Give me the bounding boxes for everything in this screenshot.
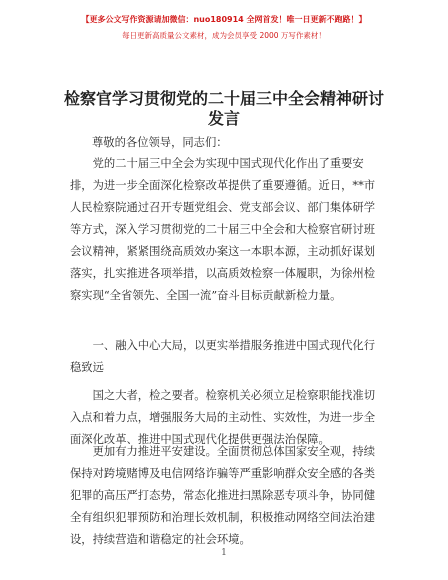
text-line: 国之大者，检之要者。检察机关必须立足检察职能找准切 (70, 389, 376, 402)
text-line: 等方式，深入学习贯彻党的二十届三中全会和大检察官研讨班 (70, 223, 376, 236)
text-line: 保持对跨境赌博及电信网络诈骗等严重影响群众安全感的各类 (70, 467, 376, 480)
text-line: 会议精神，紧紧围绕高质效办案这一本职本源，主动抓好谋划 (70, 245, 376, 258)
text-line: 稳致远 (70, 361, 104, 374)
text-line: 人民检察院通过召开专题党组会、党支部会议、部门集体研学 (70, 201, 376, 214)
text-line: 更加有力推进平安建设。全面贯彻总体国家安全观，持续 (70, 445, 376, 458)
paragraph-security (70, 441, 388, 551)
text-line: 全有组织犯罪预防和治理长效机制，积极推动网络空间法治建 (70, 511, 376, 524)
text-line: 落实，扎实推进各项举措，以高质效检察一体履职，为徐州检 (70, 267, 376, 280)
text-line: 设，持续营造和谐稳定的社会环境。 (70, 533, 251, 546)
promo-banner-line-2: 每日更新高质量公文素材，成为会员享受 2000 万写作素材！ (122, 31, 326, 40)
promo-banner-line-1: 【更多公文写作资源请加微信：nuo180914 全网首发！唯一日更新不跑路！】 (81, 15, 367, 24)
text-line: 一、融入中心大局，以更实举措服务推进中国式现代化行 (70, 339, 376, 352)
text-line: 党的二十届三中全会为实现中国式现代化作出了重要安 (70, 157, 364, 170)
text-line: 入点和着力点，增强服务大局的主动性、实效性，为进一步全 (70, 411, 376, 424)
document-title-continued: 发言 (207, 109, 240, 128)
page-number: 1 (221, 548, 227, 558)
greeting: 尊敬的各位领导，同志们： (92, 136, 228, 149)
text-line: 察实现“全省领先、全国一流”奋斗目标贡献新检力量。 (70, 289, 342, 302)
text-line: 犯罪的高压严打态势，常态化推进扫黑除恶专项斗争，协同健 (70, 489, 376, 502)
document-title: 检察官学习贯彻党的二十届三中全会精神研讨 (63, 89, 384, 108)
section-heading-1 (70, 335, 388, 379)
text-line: 排，为进一步全面深化检察改革提供了重要遵循。近日，**市 (70, 179, 376, 192)
text-line: 面深化改革、推进中国式现代化提供更强法治保障。 (70, 433, 330, 446)
paragraph-intro (70, 153, 388, 307)
